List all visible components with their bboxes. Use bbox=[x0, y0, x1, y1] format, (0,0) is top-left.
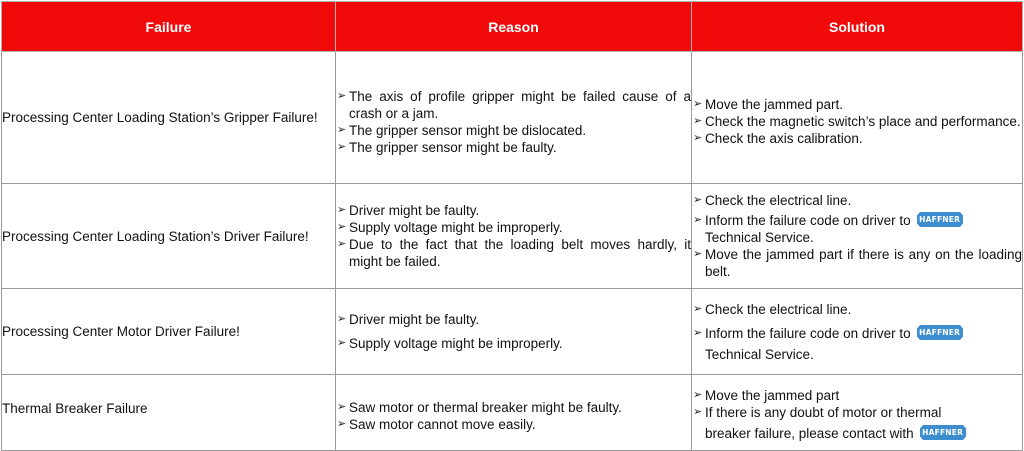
arrow-bullet-icon: ➢ bbox=[337, 238, 347, 250]
solution-text: breaker failure, please contact with bbox=[705, 426, 914, 441]
haffner-logo-icon bbox=[917, 212, 963, 227]
arrow-bullet-icon: ➢ bbox=[337, 417, 347, 430]
arrow-bullet-icon: ➢ bbox=[693, 406, 703, 418]
logo-text: HAFFNER bbox=[922, 428, 964, 437]
header-solution: Solution bbox=[692, 2, 1023, 52]
reason-list bbox=[336, 88, 691, 156]
arrow-bullet-icon: ➢ bbox=[693, 115, 703, 127]
list-item bbox=[692, 113, 1022, 130]
solution-list bbox=[692, 96, 1022, 147]
failure-table bbox=[1, 1, 1023, 451]
solution-text: Move the jammed part if there is any on the loading belt. bbox=[705, 247, 1022, 279]
arrow-bullet-icon: ➢ bbox=[693, 214, 703, 226]
table-row bbox=[2, 52, 1023, 184]
solution-text: Check the axis calibration. bbox=[705, 131, 863, 146]
arrow-bullet-icon: ➢ bbox=[337, 337, 347, 349]
solution-list bbox=[692, 387, 1022, 442]
failure-cell bbox=[2, 375, 336, 451]
list-item bbox=[692, 301, 1022, 318]
list-item bbox=[692, 192, 1022, 209]
list-item bbox=[692, 130, 1022, 147]
reason-list bbox=[336, 399, 691, 433]
failure-text: Processing Center Motor Driver Failure! bbox=[2, 324, 240, 339]
reason-text: Driver might be faulty. bbox=[349, 312, 480, 327]
haffner-logo-icon bbox=[917, 325, 963, 340]
arrow-bullet-icon: ➢ bbox=[337, 204, 347, 216]
reason-text: Due to the fact that the loading belt moves hardly, it might be failed. bbox=[349, 237, 691, 269]
failure-cell bbox=[2, 289, 336, 375]
list-item bbox=[692, 212, 1022, 246]
list-item bbox=[336, 236, 691, 270]
solution-text: Technical Service. bbox=[705, 230, 814, 245]
solution-cell bbox=[692, 375, 1023, 451]
reason-cell bbox=[336, 184, 692, 289]
table-row bbox=[2, 184, 1023, 289]
solution-text: Check the magnetic switch’s place and performance. bbox=[705, 114, 1021, 129]
list-item bbox=[692, 96, 1022, 113]
list-item bbox=[336, 416, 691, 433]
list-item bbox=[336, 202, 691, 219]
list-item bbox=[336, 311, 691, 328]
reason-list bbox=[336, 202, 691, 270]
list-item bbox=[336, 219, 691, 236]
list-item bbox=[336, 335, 691, 352]
reason-text: The gripper sensor might be faulty. bbox=[349, 139, 557, 155]
arrow-bullet-icon: ➢ bbox=[693, 98, 703, 110]
failure-cell bbox=[2, 184, 336, 289]
logo-text: HAFFNER bbox=[919, 215, 961, 224]
solution-text: Inform the failure code on driver to bbox=[705, 213, 911, 228]
failure-text: Thermal Breaker Failure bbox=[2, 401, 148, 416]
header-row bbox=[2, 2, 1023, 52]
list-item bbox=[336, 122, 691, 139]
arrow-bullet-icon: ➢ bbox=[693, 302, 703, 315]
list-item bbox=[692, 404, 1022, 442]
solution-text: Move the jammed part bbox=[705, 388, 840, 403]
arrow-bullet-icon: ➢ bbox=[337, 313, 347, 325]
header-reason: Reason bbox=[336, 2, 692, 52]
table-row bbox=[2, 375, 1023, 451]
solution-cell bbox=[692, 184, 1023, 289]
list-item bbox=[336, 399, 691, 416]
reason-cell bbox=[336, 289, 692, 375]
header-failure: Failure bbox=[2, 2, 336, 52]
arrow-bullet-icon: ➢ bbox=[337, 89, 347, 102]
solution-text: Move the jammed part. bbox=[705, 97, 844, 112]
reason-text: Saw motor cannot move easily. bbox=[349, 416, 536, 432]
arrow-bullet-icon: ➢ bbox=[693, 389, 703, 401]
reason-text: Supply voltage might be improperly. bbox=[349, 220, 563, 235]
solution-cell bbox=[692, 52, 1023, 184]
reason-text: The gripper sensor might be dislocated. bbox=[349, 122, 587, 138]
solution-text: Check the electrical line. bbox=[705, 193, 852, 208]
list-item bbox=[336, 88, 691, 122]
arrow-bullet-icon: ➢ bbox=[693, 248, 703, 260]
list-item bbox=[692, 387, 1022, 404]
arrow-bullet-icon: ➢ bbox=[693, 194, 703, 206]
solution-text: Check the electrical line. bbox=[705, 301, 852, 317]
arrow-bullet-icon: ➢ bbox=[693, 326, 703, 339]
solution-cell bbox=[692, 289, 1023, 375]
logo-text: HAFFNER bbox=[919, 327, 961, 337]
list-item bbox=[336, 139, 691, 156]
arrow-bullet-icon: ➢ bbox=[337, 140, 347, 153]
table-row bbox=[2, 289, 1023, 375]
reason-text: Saw motor or thermal breaker might be faulty. bbox=[349, 399, 622, 415]
arrow-bullet-icon: ➢ bbox=[337, 400, 347, 413]
reason-text: The axis of profile gripper might be failed cause of a crash or a jam. bbox=[349, 88, 691, 121]
failure-cell bbox=[2, 52, 336, 184]
solution-list bbox=[692, 192, 1022, 280]
haffner-logo-icon bbox=[920, 425, 966, 440]
list-item bbox=[692, 325, 1022, 363]
arrow-bullet-icon: ➢ bbox=[693, 132, 703, 144]
reason-cell bbox=[336, 375, 692, 451]
list-item bbox=[692, 246, 1022, 280]
arrow-bullet-icon: ➢ bbox=[337, 123, 347, 136]
reason-cell bbox=[336, 52, 692, 184]
failure-text: Processing Center Loading Station’s Driver Failure! bbox=[2, 228, 309, 244]
solution-list bbox=[692, 301, 1022, 363]
solution-text: Technical Service. bbox=[705, 346, 814, 362]
failure-text: Processing Center Loading Station’s Gripper Failure! bbox=[2, 110, 318, 125]
arrow-bullet-icon: ➢ bbox=[337, 221, 347, 233]
reason-text: Driver might be faulty. bbox=[349, 203, 480, 218]
solution-text: If there is any doubt of motor or thermal bbox=[705, 405, 942, 420]
reason-list bbox=[336, 311, 691, 352]
solution-text: Inform the failure code on driver to bbox=[705, 325, 911, 341]
reason-text: Supply voltage might be improperly. bbox=[349, 336, 563, 351]
